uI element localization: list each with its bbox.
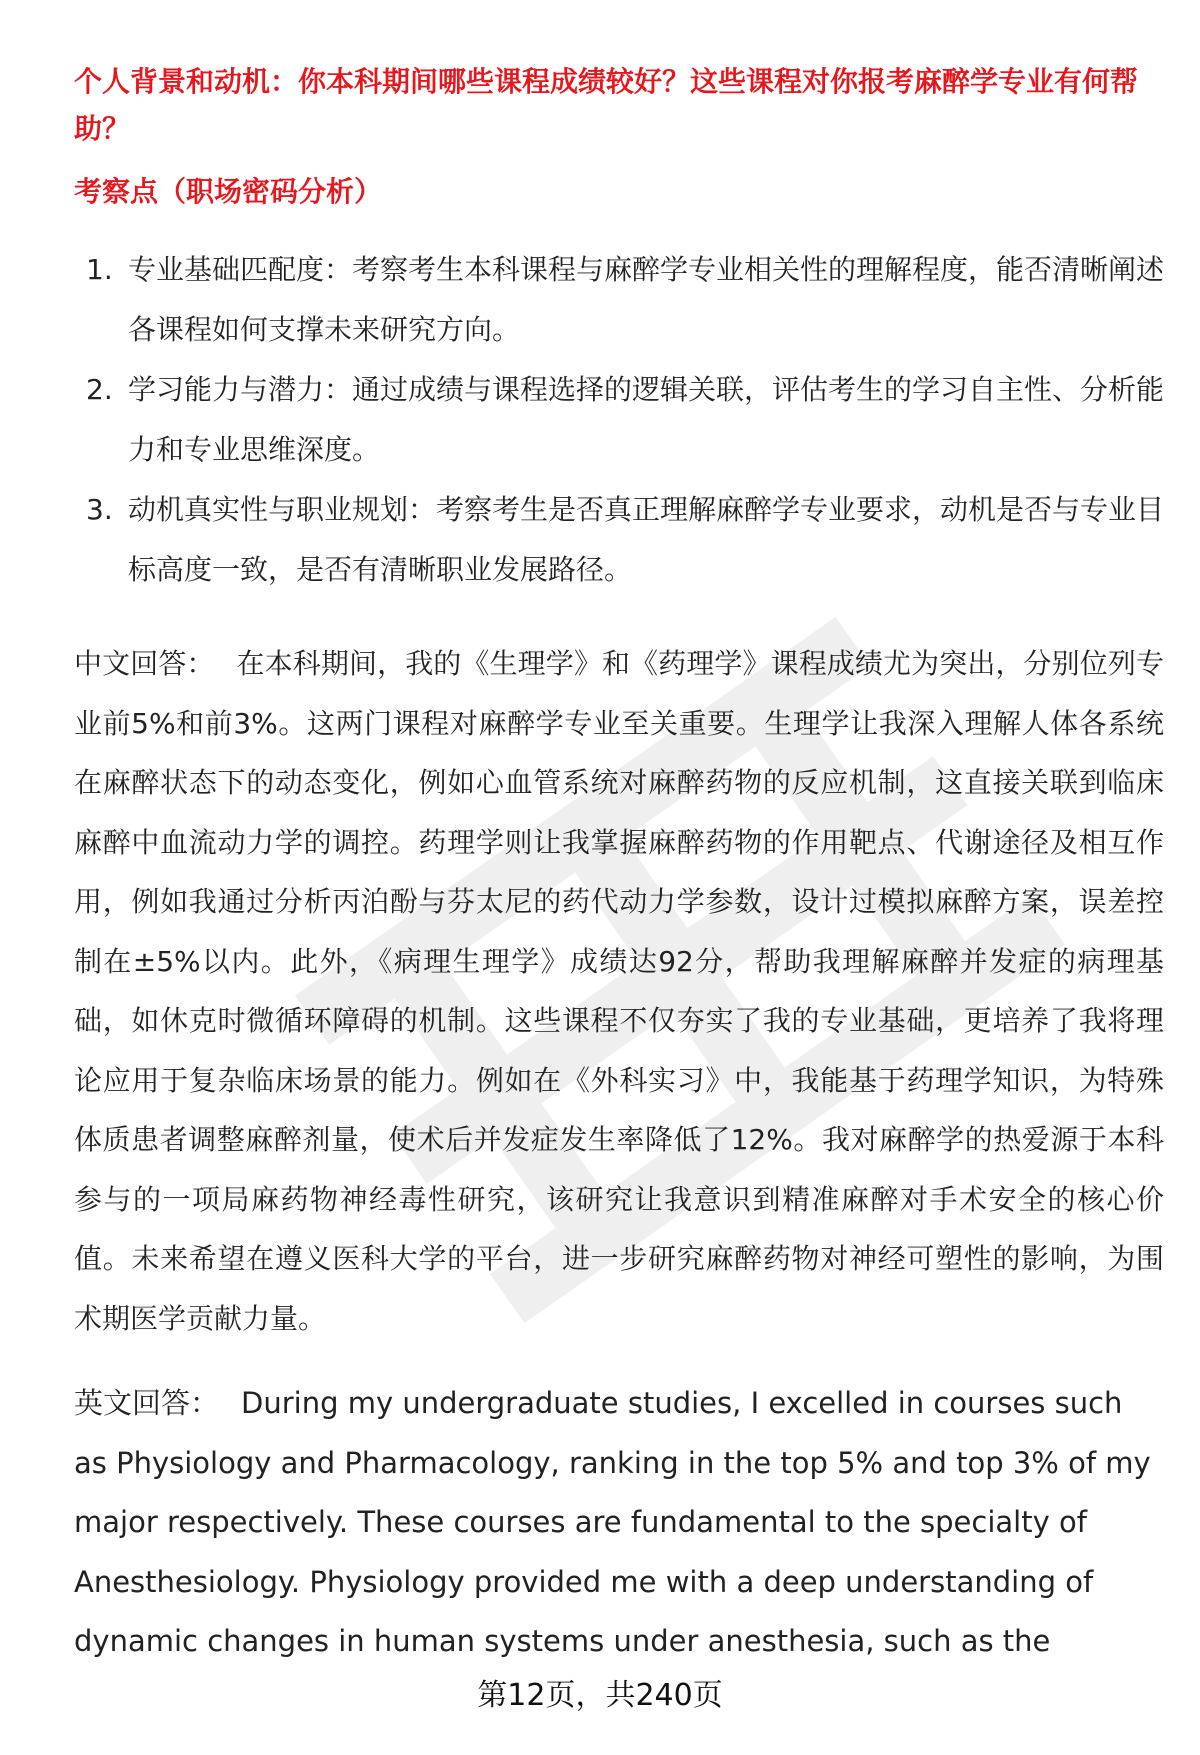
- question-heading: 个人背景和动机：你本科期间哪些课程成绩较好？这些课程对你报考麻醉学专业有何帮助？: [74, 65, 1139, 145]
- page-number: 第12页，共240页: [477, 1678, 723, 1713]
- list-number: 3.: [86, 493, 113, 526]
- main-content: [74, 58, 1164, 1672]
- english-answer-label: 英文回答：: [74, 1386, 220, 1420]
- chinese-answer-text: 在本科期间，我的《生理学》和《药理学》课程成绩尤为突出，分别位列专业前5%和前3%。这两门课程对麻醉学专业至关重要。生理学让我深入理解人体各系统在麻醉状态下的动态变化，例如心血管系统对麻醉药物的反应机制，这直接关联到临床麻醉中血流动力学的调控。药理学则让我掌握麻醉药物的作用靶点、代谢途径及相互作用，例如我通过分析丙泊酚与芬太尼的药代动力学参数，设计过模拟麻醉方案，误差控制在±5%以内。此外，《病理生理学》成绩达92分，帮助我理解麻醉并发症的病理基础，如休克时微循环障碍的机制。这些课程不仅夯实了我的专业基础，更培养了我将理论应用于复杂临床场景的能力。例如在《外科实习》中，我能基于药理学知识，为特殊体质患者调整麻醉剂量，使术后并发症发生率降低了12%。我对麻醉学的热爱源于本科参与的一项局麻药物神经毒性研究，该研究让我意识到精准麻醉对手术安全的核心价值。未来希望在遵义医科大学的平台，进一步研究麻醉药物对神经可塑性的影响，为围术期医学贡献力量。: [74, 647, 1164, 1335]
- list-item-text: 专业基础匹配度：考察考生本科课程与麻醉学专业相关性的理解程度，能否清晰阐述各课程如何支撑未来研究方向。: [128, 253, 1165, 346]
- list-item: [74, 360, 1164, 480]
- list-item-text: 动机真实性与职业规划：考察考生是否真正理解麻醉学专业要求，动机是否与专业目标高度一致，是否有清晰职业发展路径。: [128, 493, 1165, 586]
- list-number: 2.: [86, 373, 113, 406]
- english-answer-text: During my undergraduate studies, I excelled in courses such as Physiology and Pharmacology, ranking in the top 5% and top 3% of my major respectively. These courses are fundamental to the specialty of Anesthesiology. Physiology provided me with a deep understanding of dynamic changes in human systems under anesthesia, such as the: [74, 1386, 1151, 1658]
- chinese-answer-label: 中文回答：: [74, 647, 215, 680]
- english-answer: [74, 1374, 1164, 1672]
- list-number: 1.: [86, 253, 113, 286]
- list-item-text: 学习能力与潜力：通过成绩与课程选择的逻辑关联，评估考生的学习自主性、分析能力和专业思维深度。: [128, 373, 1165, 466]
- focus-points-list: [74, 240, 1164, 600]
- focus-heading: 考察点（职场密码分析）: [74, 175, 383, 208]
- list-item: [74, 240, 1164, 360]
- chinese-answer: [74, 634, 1164, 1348]
- list-item: [74, 480, 1164, 600]
